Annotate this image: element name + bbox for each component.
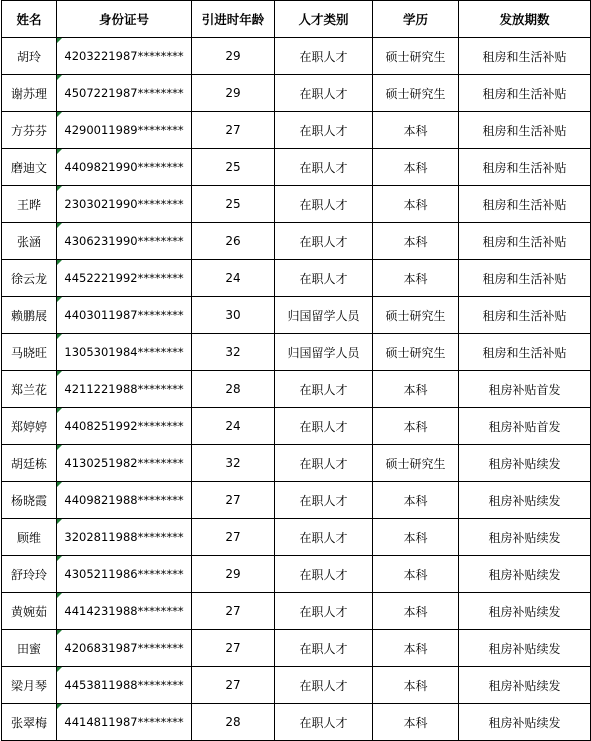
cell-age: 27 — [192, 630, 275, 667]
cell-age: 24 — [192, 408, 275, 445]
cell-talent-category: 在职人才 — [275, 38, 373, 75]
cell-talent-category: 在职人才 — [275, 112, 373, 149]
cell-subsidy-period: 租房和生活补贴 — [459, 260, 591, 297]
text-number-indicator-icon — [57, 297, 62, 302]
cell-age: 27 — [192, 482, 275, 519]
cell-education: 本科 — [373, 519, 459, 556]
cell-subsidy-period: 租房补贴续发 — [459, 593, 591, 630]
cell-name: 张翠梅 — [2, 704, 57, 741]
cell-subsidy-period: 租房和生活补贴 — [459, 297, 591, 334]
cell-id-number — [57, 630, 192, 667]
cell-education: 硕士研究生 — [373, 38, 459, 75]
cell-name: 胡玲 — [2, 38, 57, 75]
cell-education: 本科 — [373, 223, 459, 260]
cell-talent-category: 在职人才 — [275, 260, 373, 297]
cell-id-number — [57, 297, 192, 334]
header-age: 引进时年龄 — [192, 1, 275, 38]
cell-talent-category: 在职人才 — [275, 482, 373, 519]
table-row — [2, 297, 591, 334]
table-row — [2, 186, 591, 223]
cell-subsidy-period: 租房和生活补贴 — [459, 75, 591, 112]
text-number-indicator-icon — [57, 519, 62, 524]
cell-subsidy-period: 租房和生活补贴 — [459, 186, 591, 223]
table-row — [2, 667, 591, 704]
cell-age: 28 — [192, 371, 275, 408]
cell-subsidy-period: 租房补贴续发 — [459, 630, 591, 667]
cell-name: 胡廷栋 — [2, 445, 57, 482]
cell-talent-category: 在职人才 — [275, 667, 373, 704]
text-number-indicator-icon — [57, 112, 62, 117]
cell-name: 黄婉茹 — [2, 593, 57, 630]
text-number-indicator-icon — [57, 445, 62, 450]
cell-subsidy-period: 租房补贴续发 — [459, 667, 591, 704]
cell-education: 本科 — [373, 482, 459, 519]
id-number-text: 4403011987******** — [64, 308, 184, 322]
cell-talent-category: 在职人才 — [275, 371, 373, 408]
cell-name: 张涵 — [2, 223, 57, 260]
cell-education: 本科 — [373, 408, 459, 445]
cell-name: 田蜜 — [2, 630, 57, 667]
text-number-indicator-icon — [57, 186, 62, 191]
id-number-text: 1305301984******** — [64, 345, 184, 359]
table-row — [2, 408, 591, 445]
cell-id-number — [57, 667, 192, 704]
cell-name: 王晔 — [2, 186, 57, 223]
cell-id-number — [57, 593, 192, 630]
cell-talent-category: 在职人才 — [275, 149, 373, 186]
cell-age: 24 — [192, 260, 275, 297]
id-number-text: 4211221988******** — [64, 382, 184, 396]
cell-subsidy-period: 租房补贴续发 — [459, 704, 591, 741]
text-number-indicator-icon — [57, 75, 62, 80]
id-number-text: 4290011989******** — [64, 123, 184, 137]
cell-id-number — [57, 704, 192, 741]
cell-age: 30 — [192, 297, 275, 334]
cell-talent-category: 在职人才 — [275, 593, 373, 630]
cell-education: 本科 — [373, 556, 459, 593]
cell-id-number — [57, 38, 192, 75]
header-talent-category: 人才类别 — [275, 1, 373, 38]
cell-age: 27 — [192, 667, 275, 704]
cell-age: 29 — [192, 75, 275, 112]
cell-talent-category: 在职人才 — [275, 519, 373, 556]
table-row — [2, 704, 591, 741]
cell-talent-category: 归国留学人员 — [275, 297, 373, 334]
cell-age: 32 — [192, 445, 275, 482]
cell-subsidy-period: 租房补贴续发 — [459, 445, 591, 482]
cell-name: 方芬芬 — [2, 112, 57, 149]
cell-talent-category: 在职人才 — [275, 445, 373, 482]
cell-subsidy-period: 租房和生活补贴 — [459, 223, 591, 260]
id-number-text: 3202811988******** — [64, 530, 184, 544]
cell-id-number — [57, 112, 192, 149]
cell-name: 郑婷婷 — [2, 408, 57, 445]
cell-subsidy-period: 租房和生活补贴 — [459, 112, 591, 149]
cell-education: 本科 — [373, 149, 459, 186]
id-number-text: 4409821988******** — [64, 493, 184, 507]
text-number-indicator-icon — [57, 482, 62, 487]
cell-education: 本科 — [373, 371, 459, 408]
cell-id-number — [57, 149, 192, 186]
cell-id-number — [57, 445, 192, 482]
text-number-indicator-icon — [57, 38, 62, 43]
cell-talent-category: 在职人才 — [275, 75, 373, 112]
cell-talent-category: 在职人才 — [275, 704, 373, 741]
table-row — [2, 593, 591, 630]
cell-age: 25 — [192, 186, 275, 223]
table-row — [2, 445, 591, 482]
cell-id-number — [57, 334, 192, 371]
cell-name: 谢苏理 — [2, 75, 57, 112]
table-row — [2, 260, 591, 297]
cell-id-number — [57, 371, 192, 408]
text-number-indicator-icon — [57, 149, 62, 154]
cell-education: 本科 — [373, 112, 459, 149]
cell-id-number — [57, 260, 192, 297]
cell-subsidy-period: 租房和生活补贴 — [459, 149, 591, 186]
table-row — [2, 223, 591, 260]
id-number-text: 4408251992******** — [64, 419, 184, 433]
cell-name: 徐云龙 — [2, 260, 57, 297]
header-id-number: 身份证号 — [57, 1, 192, 38]
cell-subsidy-period: 租房补贴续发 — [459, 482, 591, 519]
cell-id-number — [57, 408, 192, 445]
cell-education: 硕士研究生 — [373, 445, 459, 482]
text-number-indicator-icon — [57, 260, 62, 265]
cell-age: 29 — [192, 556, 275, 593]
table-row — [2, 371, 591, 408]
cell-id-number — [57, 556, 192, 593]
cell-talent-category: 在职人才 — [275, 556, 373, 593]
cell-id-number — [57, 75, 192, 112]
header-name: 姓名 — [2, 1, 57, 38]
cell-age: 28 — [192, 704, 275, 741]
text-number-indicator-icon — [57, 704, 62, 709]
id-number-text: 4203221987******** — [64, 49, 184, 63]
id-number-text: 4414231988******** — [64, 604, 184, 618]
id-number-text: 4130251982******** — [64, 456, 184, 470]
table-body — [2, 38, 591, 741]
id-number-text: 4507221987******** — [64, 86, 184, 100]
header-subsidy-period: 发放期数 — [459, 1, 591, 38]
table-row — [2, 482, 591, 519]
cell-name: 磨迪文 — [2, 149, 57, 186]
table-row — [2, 334, 591, 371]
table-row — [2, 112, 591, 149]
cell-name: 梁月琴 — [2, 667, 57, 704]
cell-talent-category: 在职人才 — [275, 630, 373, 667]
cell-name: 郑兰花 — [2, 371, 57, 408]
cell-id-number — [57, 223, 192, 260]
cell-age: 27 — [192, 519, 275, 556]
cell-name: 赖鹏展 — [2, 297, 57, 334]
cell-subsidy-period: 租房补贴首发 — [459, 371, 591, 408]
id-number-text: 2303021990******** — [64, 197, 184, 211]
cell-age: 25 — [192, 149, 275, 186]
header-education: 学历 — [373, 1, 459, 38]
cell-name: 杨晓霞 — [2, 482, 57, 519]
cell-education: 本科 — [373, 630, 459, 667]
cell-education: 本科 — [373, 704, 459, 741]
cell-subsidy-period: 租房补贴续发 — [459, 519, 591, 556]
cell-subsidy-period: 租房补贴续发 — [459, 556, 591, 593]
cell-education: 硕士研究生 — [373, 75, 459, 112]
text-number-indicator-icon — [57, 371, 62, 376]
cell-age: 26 — [192, 223, 275, 260]
cell-subsidy-period: 租房补贴首发 — [459, 408, 591, 445]
cell-education: 硕士研究生 — [373, 297, 459, 334]
cell-age: 27 — [192, 593, 275, 630]
table-row — [2, 519, 591, 556]
talent-subsidy-table — [1, 0, 591, 741]
cell-id-number — [57, 519, 192, 556]
id-number-text: 4206831987******** — [64, 641, 184, 655]
cell-id-number — [57, 482, 192, 519]
cell-education: 本科 — [373, 667, 459, 704]
id-number-text: 4305211986******** — [64, 567, 184, 581]
cell-name: 舒玲玲 — [2, 556, 57, 593]
table-row — [2, 630, 591, 667]
text-number-indicator-icon — [57, 630, 62, 635]
table-row — [2, 75, 591, 112]
cell-talent-category: 归国留学人员 — [275, 334, 373, 371]
cell-name: 马晓旺 — [2, 334, 57, 371]
cell-education: 本科 — [373, 593, 459, 630]
cell-talent-category: 在职人才 — [275, 223, 373, 260]
table-row — [2, 149, 591, 186]
cell-age: 27 — [192, 112, 275, 149]
table-row — [2, 38, 591, 75]
id-number-text: 4414811987******** — [64, 715, 184, 729]
table-row — [2, 556, 591, 593]
cell-education: 硕士研究生 — [373, 334, 459, 371]
id-number-text: 4306231990******** — [64, 234, 184, 248]
cell-subsidy-period: 租房和生活补贴 — [459, 38, 591, 75]
cell-education: 本科 — [373, 186, 459, 223]
text-number-indicator-icon — [57, 556, 62, 561]
cell-talent-category: 在职人才 — [275, 408, 373, 445]
id-number-text: 4453811988******** — [64, 678, 184, 692]
table-header-row — [2, 1, 591, 38]
id-number-text: 4452221992******** — [64, 271, 184, 285]
text-number-indicator-icon — [57, 223, 62, 228]
text-number-indicator-icon — [57, 667, 62, 672]
id-number-text: 4409821990******** — [64, 160, 184, 174]
text-number-indicator-icon — [57, 334, 62, 339]
cell-age: 32 — [192, 334, 275, 371]
cell-name: 顾维 — [2, 519, 57, 556]
text-number-indicator-icon — [57, 408, 62, 413]
cell-education: 本科 — [373, 260, 459, 297]
cell-id-number — [57, 186, 192, 223]
cell-talent-category: 在职人才 — [275, 186, 373, 223]
cell-subsidy-period: 租房和生活补贴 — [459, 334, 591, 371]
cell-age: 29 — [192, 38, 275, 75]
text-number-indicator-icon — [57, 593, 62, 598]
